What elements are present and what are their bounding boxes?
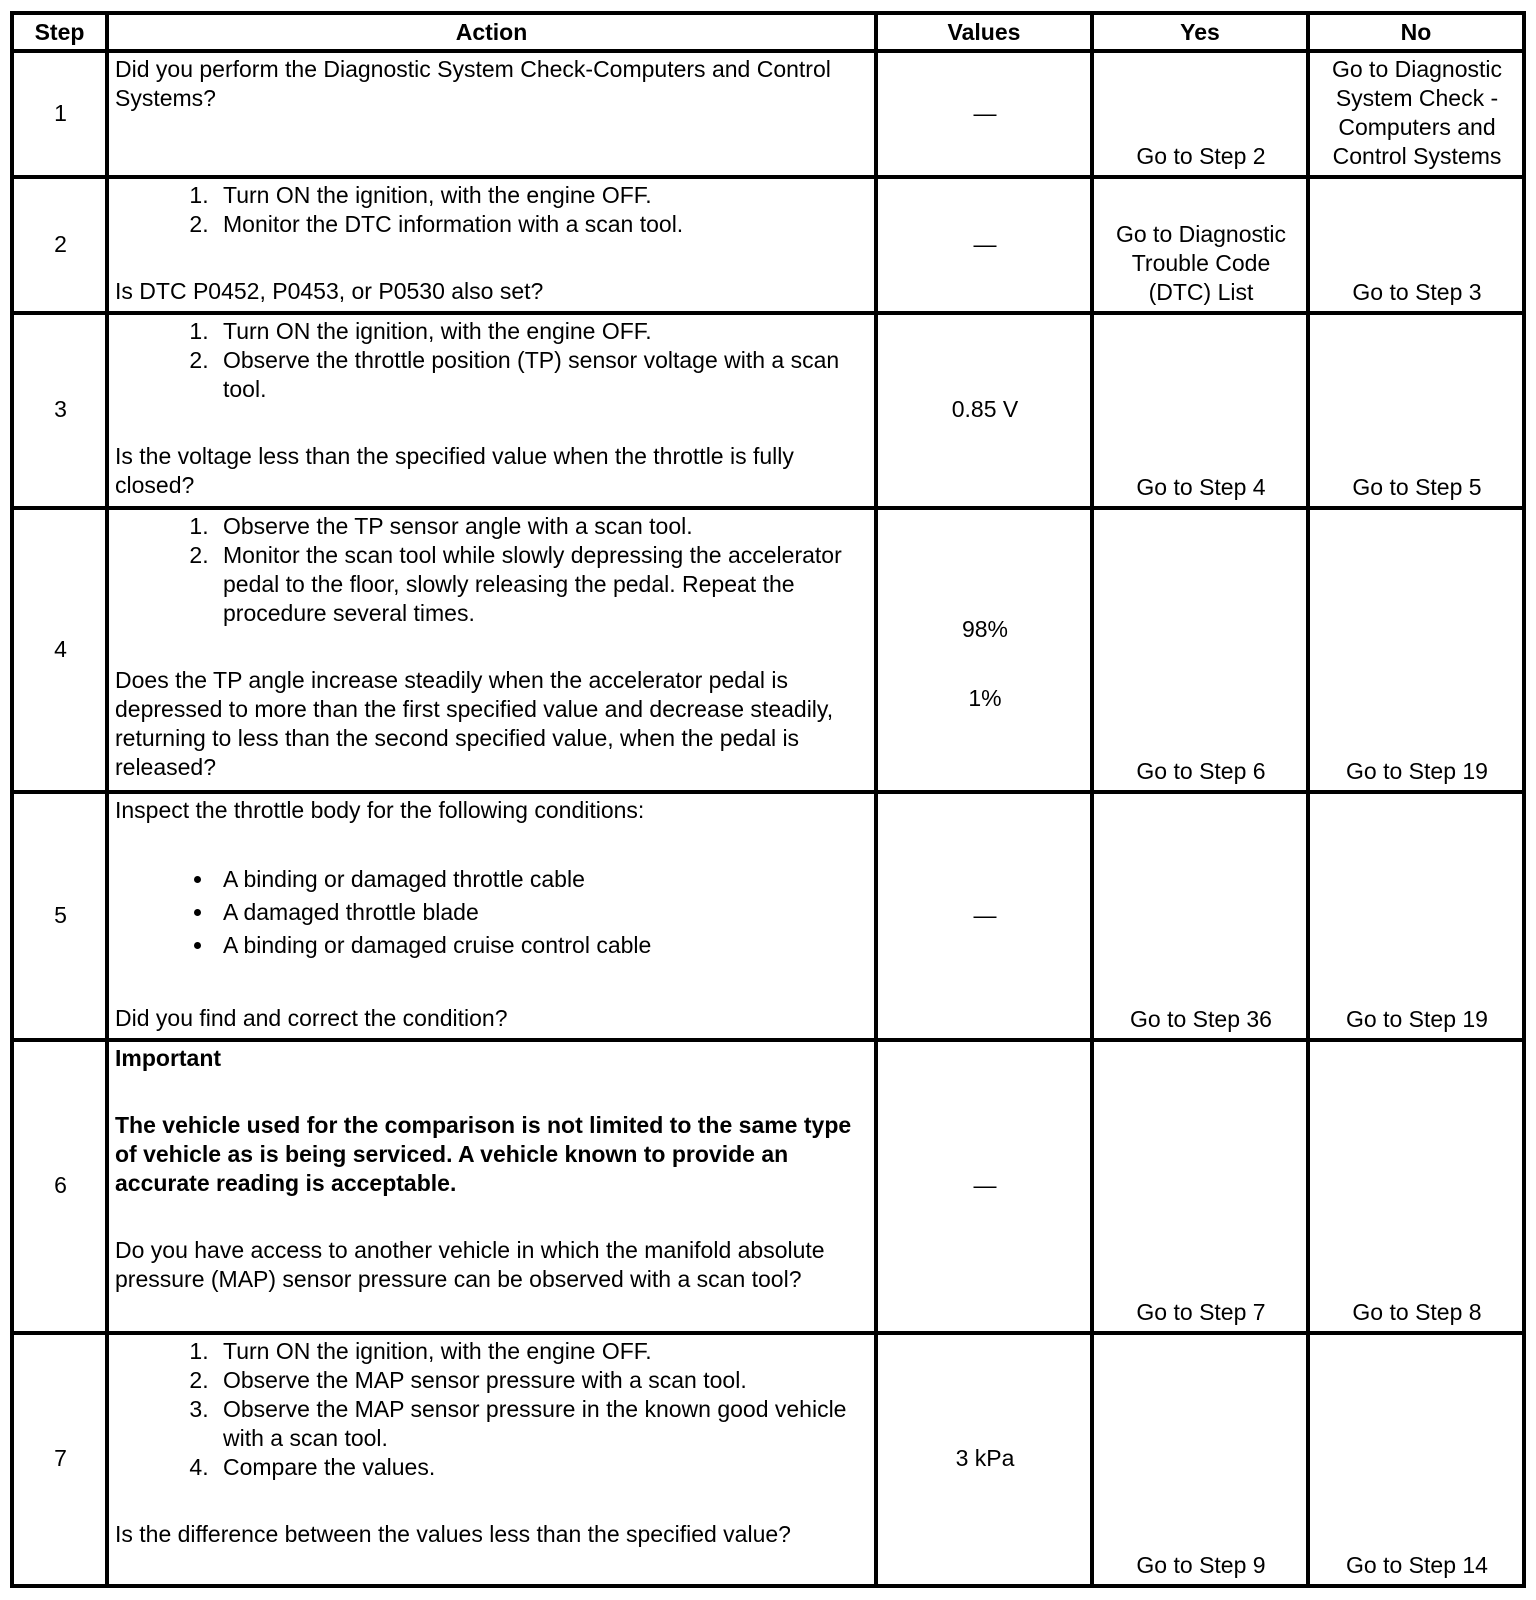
value-cell: — [876, 792, 1092, 1040]
table-row [12, 792, 1524, 1040]
action-question: Do you have access to another vehicle in which the manifold absolute pressure (MAP) sensor pressure can be observed with a scan tool? [115, 1237, 825, 1292]
action-question: Is the difference between the values less than the specified value? [115, 1521, 791, 1547]
yes-cell: Go to Step 9 [1092, 1333, 1308, 1586]
table-row [12, 313, 1524, 508]
value-cell: — [876, 177, 1092, 313]
yes-cell: Go to Step 7 [1092, 1040, 1308, 1333]
no-cell: Go to Step 19 [1308, 508, 1524, 792]
action-steps [115, 317, 870, 404]
action-cell [107, 51, 876, 177]
step-number: 2 [12, 177, 107, 313]
step-number: 4 [12, 508, 107, 792]
list-item: 3. Observe the MAP sensor pressure in the known good vehicle with a scan tool. [215, 1395, 870, 1453]
action-steps [115, 1337, 870, 1482]
list-item: 1. Turn ON the ignition, with the engine OFF. [215, 181, 870, 210]
header-no: No [1308, 13, 1524, 51]
yes-cell: Go to Diagnostic Trouble Code (DTC) List [1092, 177, 1308, 313]
yes-cell: Go to Step 4 [1092, 313, 1308, 508]
action-cell [107, 1040, 876, 1333]
header-step: Step [12, 13, 107, 51]
no-cell: Go to Step 8 [1308, 1040, 1524, 1333]
header-action: Action [107, 13, 876, 51]
action-question: Is the voltage less than the specified value when the throttle is fully closed? [115, 443, 794, 498]
action-steps [115, 181, 870, 239]
header-values: Values [876, 13, 1092, 51]
table-row [12, 508, 1524, 792]
condition-list [115, 863, 870, 962]
value-cell: — [876, 51, 1092, 177]
action-question: Does the TP angle increase steadily when the accelerator pedal is depressed to more than the first specified value and decrease steadily, returning to less than the second specified value, when the pedal is released? [115, 667, 834, 780]
value-cell: — [876, 1040, 1092, 1333]
step-number: 7 [12, 1333, 107, 1586]
table-row [12, 1333, 1524, 1586]
value-cell: 0.85 V [876, 313, 1092, 508]
list-item: • A binding or damaged cruise control cable [215, 929, 870, 962]
table-row [12, 51, 1524, 177]
action-cell [107, 1333, 876, 1586]
important-label: Important [115, 1045, 222, 1071]
yes-cell: Go to Step 6 [1092, 508, 1308, 792]
important-note: The vehicle used for the comparison is not limited to the same type of vehicle as is being serviced. A vehicle known to provide an accurate reading is acceptable. [115, 1112, 852, 1196]
action-question: Did you perform the Diagnostic System Check-Computers and Control Systems? [115, 56, 831, 111]
header-yes: Yes [1092, 13, 1308, 51]
header-row [12, 13, 1524, 51]
diagnostic-table [10, 11, 1526, 1588]
list-item: • A damaged throttle blade [215, 896, 870, 929]
no-cell: Go to Step 3 [1308, 177, 1524, 313]
list-item: 1. Turn ON the ignition, with the engine OFF. [215, 317, 870, 346]
list-item: 2. Observe the throttle position (TP) sensor voltage with a scan tool. [215, 346, 870, 404]
step-number: 3 [12, 313, 107, 508]
no-cell: Go to Diagnostic System Check - Computers and Control Systems [1308, 51, 1524, 177]
value-cell: 3 kPa [876, 1333, 1092, 1586]
no-cell: Go to Step 5 [1308, 313, 1524, 508]
action-intro: Inspect the throttle body for the following conditions: [115, 797, 645, 823]
action-cell [107, 177, 876, 313]
list-item: 4. Compare the values. [215, 1453, 870, 1482]
list-item: 1. Observe the TP sensor angle with a scan tool. [215, 512, 870, 541]
step-number: 6 [12, 1040, 107, 1333]
yes-cell: Go to Step 36 [1092, 792, 1308, 1040]
step-number: 1 [12, 51, 107, 177]
table-row [12, 177, 1524, 313]
action-question: Did you find and correct the condition? [115, 1005, 508, 1031]
no-cell: Go to Step 14 [1308, 1333, 1524, 1586]
value-max: 98% [961, 616, 1009, 642]
list-item: 2. Observe the MAP sensor pressure with a scan tool. [215, 1366, 870, 1395]
value-min: 1% [968, 685, 1002, 711]
list-item: 2. Monitor the scan tool while slowly depressing the accelerator pedal to the floor, slowly releasing the pedal. Repeat the procedure several times. [215, 541, 870, 628]
action-cell [107, 313, 876, 508]
action-steps [115, 512, 870, 628]
no-cell: Go to Step 19 [1308, 792, 1524, 1040]
value-cell [876, 508, 1092, 792]
action-cell [107, 508, 876, 792]
yes-cell: Go to Step 2 [1092, 51, 1308, 177]
action-question: Is DTC P0452, P0453, or P0530 also set? [115, 278, 544, 304]
list-item: • A binding or damaged throttle cable [215, 863, 870, 896]
action-cell [107, 792, 876, 1040]
table-row [12, 1040, 1524, 1333]
list-item: 2. Monitor the DTC information with a scan tool. [215, 210, 870, 239]
list-item: 1. Turn ON the ignition, with the engine OFF. [215, 1337, 870, 1366]
step-number: 5 [12, 792, 107, 1040]
